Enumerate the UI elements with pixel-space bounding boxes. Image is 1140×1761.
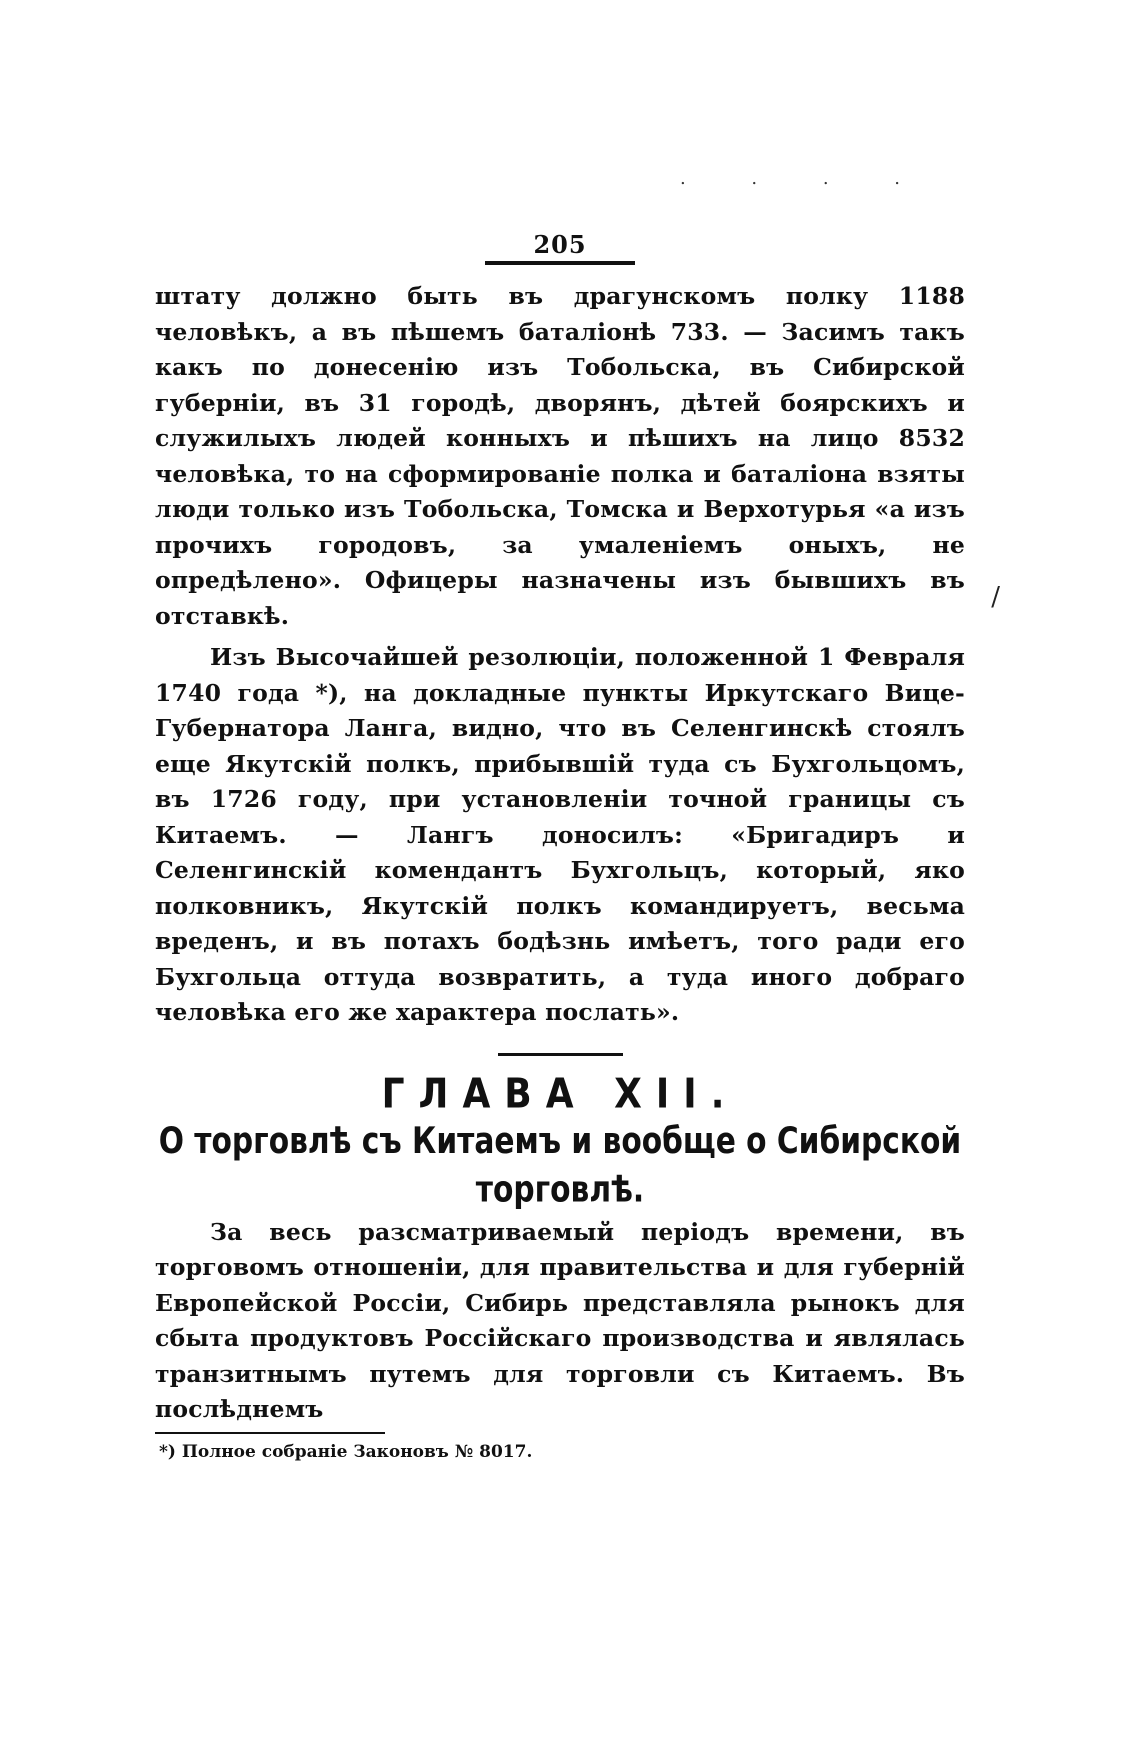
print-specks: . . . .	[679, 168, 930, 189]
page-number: 205	[533, 230, 587, 259]
chapter-title: ГЛАВА XII.	[381, 1070, 739, 1118]
paragraph-2: Изъ Высочайшей резолюціи, положенной 1 Февраля 1740 года *), на докладные пункты Иркутскаго Вице-Губернатора Ланга, видно, что въ Селенгинскѣ стоялъ еще Якутскій полкъ, прибывшій туда съ Бухгольцомъ, въ 1726 году, при установленіи точной границы съ Китаемъ. — Лангъ доносилъ: «Бригадиръ и Селенгинскій комендантъ Бухгольцъ, который, яко полковникъ, Якутскій полкъ командируетъ, весьма вреденъ, и въ потахъ бодѣзнь имѣетъ, того ради его Бухгольца оттуда возвратить, а туда иного добраго человѣка его же характера послать».	[155, 643, 965, 1026]
footnote-rule	[155, 1432, 385, 1434]
section-rule	[498, 1053, 623, 1056]
book-page	[155, 230, 965, 1462]
paragraph-3: За весь разсматриваемый періодъ времени, въ торговомъ отношеніи, для правительства и для губерній Европейской Россіи, Сибирь представляла рынокъ для сбыта продуктовъ Россійскаго производства и являлась транзитнымъ путемъ для торговли съ Китаемъ. Въ послѣднемъ	[155, 1217, 965, 1423]
margin-mark: /	[991, 582, 1000, 612]
paragraph-1: штату должно быть въ драгунскомъ полку 1188 человѣкъ, а въ пѣшемъ баталіонѣ 733. — Засимъ такъ какъ по донесенію изъ Тобольска, въ Сибирской губерніи, въ 31 городѣ, дворянъ, дѣтей боярскихъ и служилыхъ людей конныхъ и пѣшихъ на лицо 8532 человѣка, то на сформированіе полка и баталіона взяты люди только изъ Тобольска, Томска и Верхотурья «а изъ прочихъ городовъ, за умаленіемъ оныхъ, не опредѣлено». Офицеры назначены изъ бывшихъ въ отставкѣ.	[155, 282, 965, 630]
header-rule	[485, 261, 635, 265]
chapter-subtitle: О торговлѣ съ Китаемъ и вообще о Сибирской торговлѣ.	[158, 1118, 962, 1210]
footnote: *) Полное собраніе Законовъ № 8017.	[159, 1441, 533, 1462]
